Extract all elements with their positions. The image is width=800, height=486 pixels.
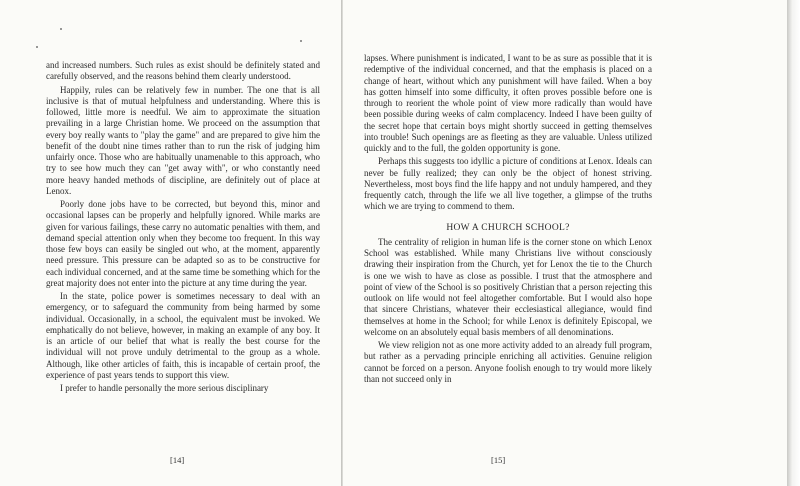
right-page [364, 53, 652, 387]
book-gutter [341, 0, 343, 486]
scan-speck [36, 46, 38, 48]
left-paragraph-3: Poorly done jobs have to be corrected, but beyond this, minor and occasional lapses can be properly and helpfully ignored. While marks are given for various failings, these carry no automatic penalties with them, and demand special attention only when they become too frequent. In this way those few boys can easily be singled out who, at the moment, apparently need pressure. This pressure can be adapted so as to be constructive for each individual concerned, and at the same time be something which for the great majority does not enter into the picture at any time during the year. [46, 199, 320, 288]
left-paragraph-4: In the state, police power is sometimes necessary to deal with an emergency, or to safeguard the community from being harmed by some individual. Occasionally, in a school, the equivalent must be invoked. We emphatically do not believe, however, in making an example of any boy. It is an article of our belief that what is really the best course for the individual will not prove unduly detrimental to the group as a whole. Although, like other articles of faith, this is incapable of certain proof, the experience of past years tends to support this view. [46, 291, 320, 380]
left-page-number: [14] [170, 455, 185, 465]
right-paragraph-4: We view religion not as one more activity added to an already full program, but rather as a pervading principle enriching all activities. Genuine religion cannot be forced on a person. Anyone foolish enough to try would more likely than not succeed only in [364, 340, 652, 384]
left-paragraph-5: I prefer to handle personally the more serious disciplinary [60, 383, 269, 393]
right-paragraph-1: lapses. Where punishment is indicated, I want to be as sure as possible that it is redemptive of the individual concerned, and that the emphasis is placed on a change of heart, without which any punishment will have failed. When a boy has gotten himself into some difficulty, it often proves possible before one is through to reorient the whole point of view more radically than would have been possible during weeks of calm complacency. Indeed I have been guilty of the secret hope that certain boys might shortly succeed in getting themselves into trouble! Such openings are as fleeting as they are valuable. Unless utilized quickly and to the full, the golden opportunity is gone. [364, 53, 652, 153]
right-paragraph-2: Perhaps this suggests too idyllic a picture of conditions at Lenox. Ideals can never be fully realized; they can only be the object of honest striving. Nevertheless, most boys find the life happy and not unduly hampered, and they frequently catch, through the life we all live together, a glimpse of the truths which we are trying to commend to them. [364, 156, 652, 212]
right-paragraph-3: The centrality of religion in human life is the corner stone on which Lenox School was established. While many Christians live without consciously drawing their inspiration from the Church, yet for Lenox the tie to the Church is one we wish to have as close as possible. I trust that the atmosphere and point of view of the School is so positively Christian that a person rejecting this outlook on life would not feel altogether comfortable. But I would also hope that sincere Christians, whatever their ecclesiastical allegiance, would find themselves at home in the School; for while Lenox is definitely Episcopal, we welcome on an absolutely equal basis members of all denominations. [364, 236, 652, 337]
left-paragraph-1: and increased numbers. Such rules as exist should be definitely stated and carefully observed, and the reasons behind them clearly understood. [46, 60, 320, 82]
scan-speck [60, 28, 62, 30]
right-page-number: [15] [491, 455, 506, 465]
scan-speck [300, 40, 302, 42]
left-page [46, 60, 320, 396]
left-paragraph-2: Happily, rules can be relatively few in number. The one that is all inclusive is that of mutual helpfulness and understanding. Where this is followed, little more is needful. We aim to approximate the situation prevailing in a large Christian home. We proceed on the assumption that every boy really wants to "play the game" and are prepared to give him the benefit of the doubt nine times rather than to run the risk of judging him unfairly once. Those who are habitually unamenable to this approach, who try to see how much they can "get away with", or who constantly need more heavy handed methods of discipline, are definitely out of place at Lenox. [46, 84, 320, 196]
scan-edge [787, 0, 800, 486]
section-heading: HOW A CHURCH SCHOOL? [446, 222, 570, 233]
